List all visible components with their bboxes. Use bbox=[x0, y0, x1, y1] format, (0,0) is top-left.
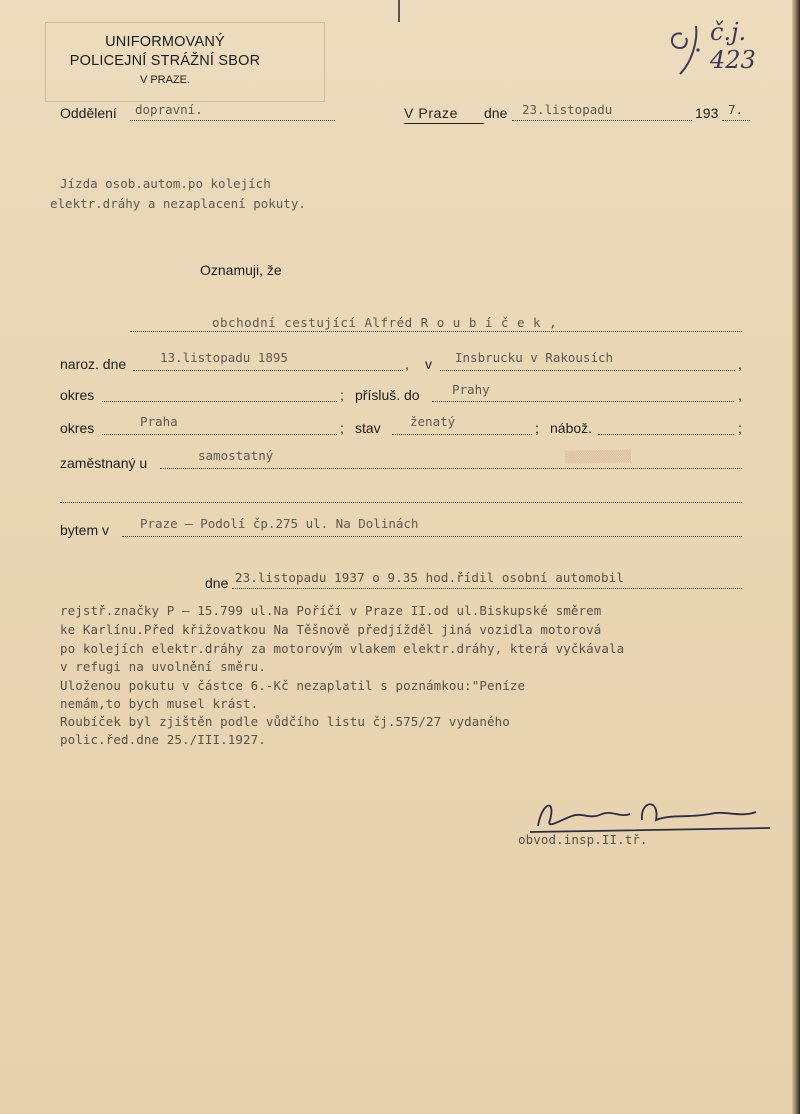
header-line-3: V PRAZE. bbox=[139, 74, 191, 86]
district2-value: Praha bbox=[140, 414, 178, 429]
date-line bbox=[512, 120, 692, 121]
subject-line-2: elektr.dráhy a nezaplacení pokuty. bbox=[50, 196, 306, 211]
affiliation-value: Prahy bbox=[452, 382, 490, 397]
district-label: okres bbox=[60, 387, 95, 403]
residence-label: bytem v bbox=[60, 522, 110, 538]
born-value: 13.listopadu 1895 bbox=[160, 350, 288, 365]
announce-text: Oznamuji, že bbox=[200, 262, 282, 278]
religion-label: nábož. bbox=[550, 420, 593, 436]
narrative-line-5: v refugi na uvolnění směru. bbox=[60, 659, 266, 674]
date-label-dne: dne bbox=[484, 105, 508, 121]
district2-label: okres bbox=[60, 420, 95, 436]
narrative-line-4: po kolejích elektr.dráhy za motorovým vlakem elektr.dráhy, která vyčkávala bbox=[60, 641, 625, 656]
narrative-line-6: Uloženou pokutu v částce 6.-Kč nezaplatil s poznámkou:"Peníze bbox=[60, 678, 526, 693]
born-place-value: Insbrucku v Rakousích bbox=[455, 350, 614, 365]
header-line-2: POLICEJNÍ STRÁŽNÍ SBOR bbox=[69, 53, 261, 69]
narrative-line-9: polic.řed.dne 25./III.1927. bbox=[60, 732, 266, 747]
residence-line bbox=[122, 536, 742, 537]
born-line bbox=[133, 370, 403, 371]
born-label: naroz. dne bbox=[60, 356, 127, 372]
reference-text: č.j. 423 bbox=[710, 18, 756, 74]
blank-line bbox=[60, 502, 742, 503]
district-line bbox=[102, 401, 337, 402]
religion-line bbox=[598, 434, 734, 435]
affiliation-label: přísluš. do bbox=[355, 387, 420, 403]
employed-value: samostatný bbox=[198, 448, 274, 463]
narrative-line-2: rejstř.značky P – 15.799 ul.Na Poříčí v Praze II.od ul.Biskupské směrem bbox=[60, 603, 602, 618]
narrative-line-3: ke Karlínu.Před křižovatkou Na Těšnově předjížděl jiná vozidla motorová bbox=[60, 622, 602, 637]
affiliation-line bbox=[432, 401, 734, 402]
header-line-1: UNIFORMOVANÝ bbox=[105, 34, 225, 50]
department-label: Oddělení bbox=[60, 105, 117, 121]
born-place-line bbox=[440, 370, 735, 371]
date-label-prefix: V Praze bbox=[404, 105, 458, 121]
fold-mark bbox=[398, 0, 400, 22]
year-prefix: 193 bbox=[695, 105, 719, 121]
year-line bbox=[722, 120, 750, 121]
person-name-line bbox=[130, 331, 742, 332]
narrative-line-8: Roubíček byl zjištěn podle vůdčího listu čj.575/27 vydaného bbox=[60, 714, 510, 729]
reference-number bbox=[662, 12, 772, 82]
status-value: ženatý bbox=[410, 414, 456, 429]
page-edge bbox=[792, 0, 800, 1114]
date-underline bbox=[404, 123, 484, 124]
employed-label: zaměstnaný u bbox=[60, 455, 148, 471]
faint-red-stamp: ▒▒▒▒▒▒▒▒▒▒ bbox=[564, 449, 632, 464]
narrative-line-1: 23.listopadu 1937 o 9.35 hod.řídil osobní automobil bbox=[235, 570, 624, 585]
born-place-label: v bbox=[425, 356, 432, 372]
district2-line bbox=[102, 434, 337, 435]
signature bbox=[520, 790, 780, 850]
residence-value: Praze – Podolí čp.275 ul. Na Dolinách bbox=[140, 516, 419, 531]
date-value: 23.listopadu bbox=[522, 102, 613, 117]
person-name: obchodní cestující Alfréd R o u b í č e k , bbox=[212, 315, 558, 330]
department-line bbox=[130, 120, 335, 121]
status-line bbox=[392, 434, 532, 435]
narrative-line-rule bbox=[232, 588, 742, 589]
department-value: dopravní. bbox=[135, 102, 203, 117]
status-label: stav bbox=[355, 420, 381, 436]
subject-line-1: Jízda osob.autom.po kolejích bbox=[60, 176, 271, 191]
signature-title: obvod.insp.II.tř. bbox=[518, 832, 648, 847]
narrative-line-7: nemám,to bych musel krást. bbox=[60, 696, 259, 711]
year-suffix: 7. bbox=[728, 102, 744, 117]
narrative-dne-label: dne bbox=[205, 575, 229, 591]
